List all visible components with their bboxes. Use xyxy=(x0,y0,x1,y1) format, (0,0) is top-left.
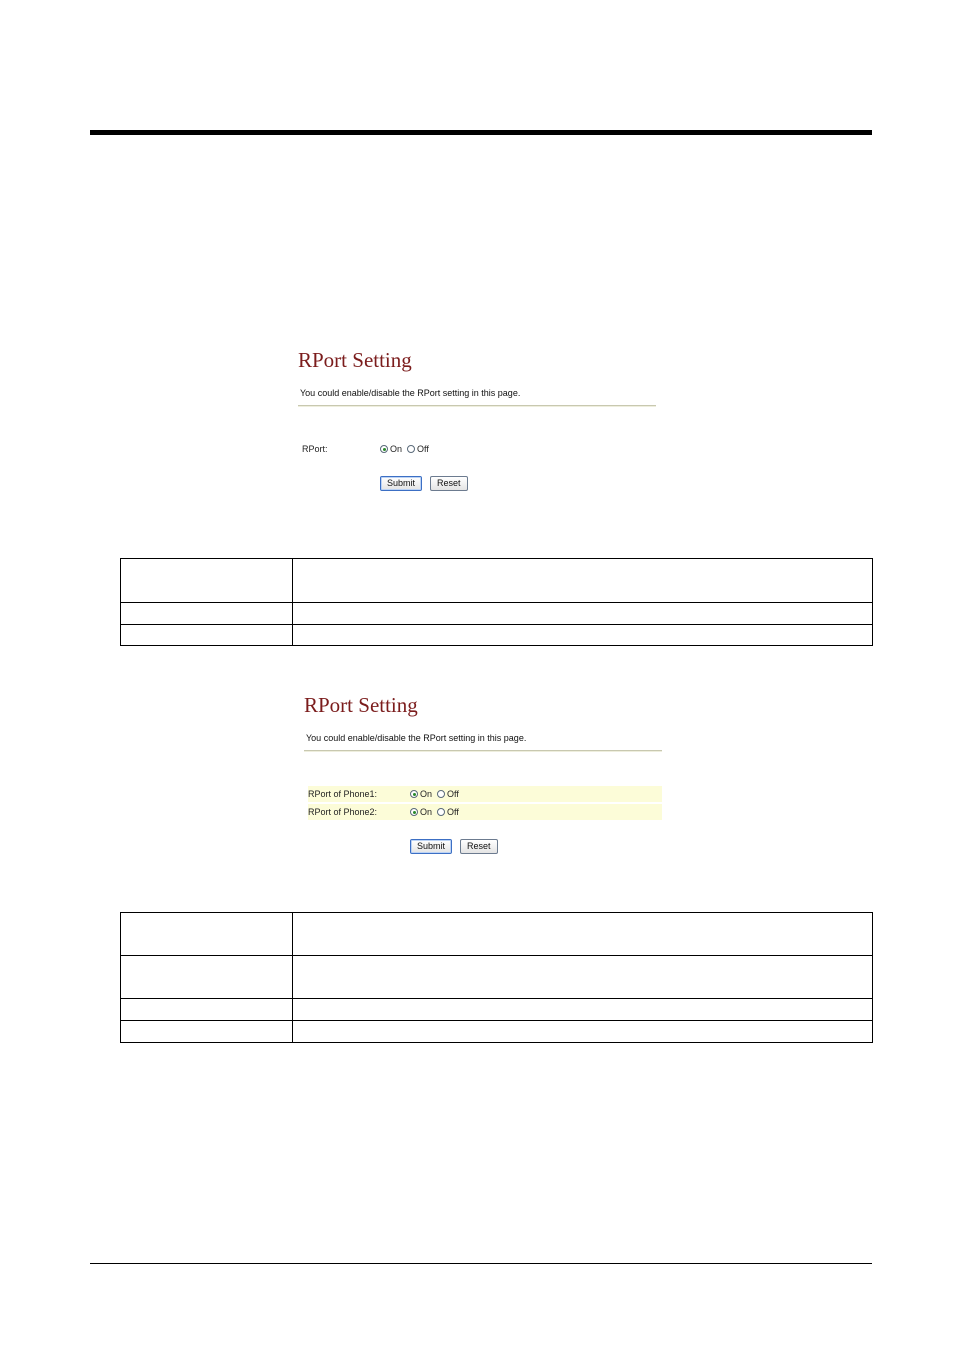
parameter-table-1 xyxy=(120,558,873,646)
page-description: You could enable/disable the RPort setting in this page. xyxy=(306,733,527,743)
title-divider xyxy=(304,750,662,752)
page-description: You could enable/disable the RPort setting in this page. xyxy=(300,388,521,398)
table-row xyxy=(121,1021,873,1043)
rport-phone1-on-radio[interactable] xyxy=(410,789,432,799)
table-row xyxy=(121,603,873,625)
rport-phone2-on-radio[interactable] xyxy=(410,807,432,817)
submit-button[interactable]: Submit xyxy=(410,839,452,854)
radio-unchecked-icon xyxy=(437,808,445,816)
rport-off-radio[interactable] xyxy=(407,444,429,454)
rport-label: RPort: xyxy=(302,444,328,454)
reset-button[interactable]: Reset xyxy=(430,476,468,491)
footer-rule xyxy=(90,1263,872,1264)
rport-setting-panel-dual xyxy=(304,693,684,863)
rport-phone2-radio-group xyxy=(410,807,464,817)
submit-button[interactable]: Submit xyxy=(380,476,422,491)
radio-off-label: Off xyxy=(447,789,459,799)
radio-on-label: On xyxy=(390,444,403,454)
radio-checked-icon xyxy=(410,808,418,816)
radio-off-label: Off xyxy=(417,444,429,454)
radio-checked-icon xyxy=(410,790,418,798)
rport-phone1-label: RPort of Phone1: xyxy=(308,789,378,799)
header-rule xyxy=(90,130,872,135)
page-title: RPort Setting xyxy=(298,348,412,372)
title-divider xyxy=(298,405,656,407)
radio-on-label: On xyxy=(420,789,433,799)
parameter-table-2 xyxy=(120,912,873,1043)
radio-on-label: On xyxy=(420,807,433,817)
table-row xyxy=(121,956,873,999)
phone1-row xyxy=(308,786,662,802)
rport-phone2-off-radio[interactable] xyxy=(437,807,459,817)
table-row xyxy=(121,999,873,1021)
page-title: RPort Setting xyxy=(304,693,418,717)
rport-phone1-radio-group xyxy=(410,789,464,799)
rport-on-radio[interactable] xyxy=(380,444,402,454)
radio-checked-icon xyxy=(380,445,388,453)
radio-off-label: Off xyxy=(447,807,459,817)
table-row xyxy=(121,625,873,646)
table-row xyxy=(121,913,873,956)
phone2-row xyxy=(308,804,662,820)
rport-phone1-off-radio[interactable] xyxy=(437,789,459,799)
radio-unchecked-icon xyxy=(437,790,445,798)
rport-radio-group xyxy=(380,444,434,454)
radio-unchecked-icon xyxy=(407,445,415,453)
rport-setting-panel-single xyxy=(298,348,678,498)
reset-button[interactable]: Reset xyxy=(460,839,498,854)
rport-phone2-label: RPort of Phone2: xyxy=(308,807,378,817)
table-row xyxy=(121,559,873,603)
